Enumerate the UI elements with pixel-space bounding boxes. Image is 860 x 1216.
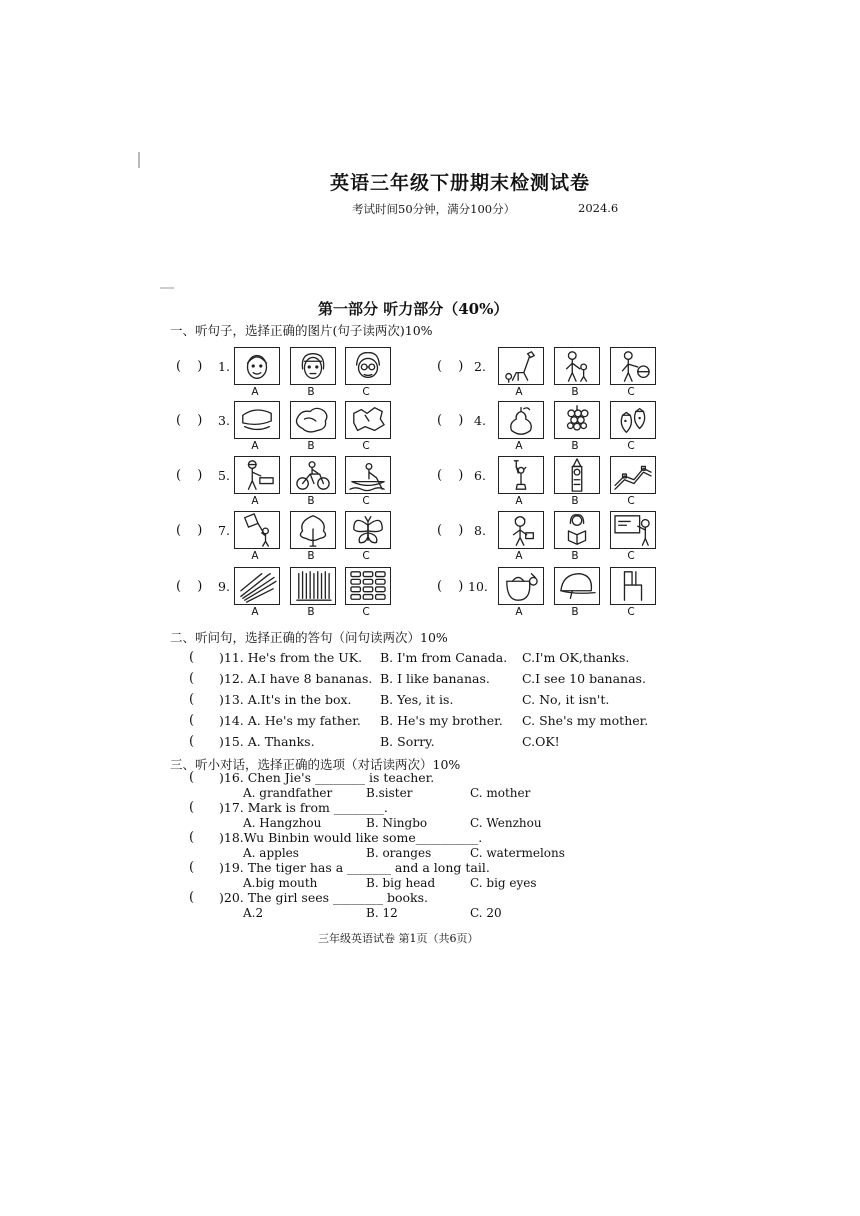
option-letter: C xyxy=(627,440,635,452)
boy-face-icon xyxy=(235,348,279,384)
scan-mark xyxy=(138,152,140,168)
question-number: 9. xyxy=(218,579,230,594)
chair-icon xyxy=(611,568,655,604)
option-c: C. 20 xyxy=(470,906,502,920)
option-letter: A xyxy=(251,550,259,562)
question-stem: )14. A. He's my father. xyxy=(219,713,361,728)
exam-date: 2024.6 xyxy=(578,201,619,215)
option-letter: C xyxy=(627,606,635,618)
big-ben-icon xyxy=(555,457,599,493)
picture-option xyxy=(554,567,600,605)
option-letter: A xyxy=(515,386,523,398)
answer-blank[interactable]: ( ) xyxy=(176,468,203,483)
option-letter: C xyxy=(362,440,370,452)
option-c: C. She's my mother. xyxy=(522,713,649,728)
picture-option xyxy=(345,347,391,385)
person-in-boat-icon xyxy=(346,457,390,493)
grapes-icon xyxy=(555,402,599,438)
option-letter: C xyxy=(362,606,370,618)
option-letter: B xyxy=(307,495,315,507)
map-china-icon xyxy=(291,402,335,438)
question-number: 6. xyxy=(474,468,486,483)
scan-mark xyxy=(160,287,174,289)
exam-info: 考试时间50分钟，满分100分） xyxy=(352,202,516,216)
picture-option xyxy=(498,456,544,494)
answer-blank[interactable]: ( xyxy=(189,830,195,845)
option-b: B. oranges xyxy=(366,846,432,860)
option-c: C.I'm OK,thanks. xyxy=(522,650,630,665)
option-letter: C xyxy=(627,386,635,398)
picture-option xyxy=(345,511,391,549)
picture-option xyxy=(498,511,544,549)
option-letter: C xyxy=(362,495,370,507)
page-footer: 三年级英语试卷 第1页（共6页） xyxy=(318,932,479,945)
answer-blank[interactable]: ( xyxy=(189,770,195,785)
option-b: B. He's my brother. xyxy=(380,713,503,728)
student-icon xyxy=(499,512,543,548)
map-uk-icon xyxy=(235,402,279,438)
question-number: 8. xyxy=(474,523,486,538)
statue-of-liberty-icon xyxy=(499,457,543,493)
section-heading: 二、听问句，选择正确的答句（问句读两次）10% xyxy=(170,630,448,645)
picture-option xyxy=(345,401,391,439)
cap-icon xyxy=(555,568,599,604)
crayons-icon xyxy=(235,568,279,604)
option-letter: A xyxy=(515,440,523,452)
option-letter: A xyxy=(515,550,523,562)
option-b: B. Sorry. xyxy=(380,734,435,749)
question-number: 7. xyxy=(218,523,230,538)
picture-option xyxy=(610,456,656,494)
picture-option xyxy=(290,511,336,549)
option-a: A. Hangzhou xyxy=(243,816,322,830)
option-letter: B xyxy=(571,386,579,398)
answer-blank[interactable]: ( xyxy=(189,734,195,749)
option-c: C.OK! xyxy=(522,734,560,749)
picture-option xyxy=(234,347,280,385)
pencils-icon xyxy=(291,568,335,604)
grandma-face-icon xyxy=(346,348,390,384)
giraffe-icon xyxy=(499,348,543,384)
option-letter: B xyxy=(571,606,579,618)
girl-face-icon xyxy=(291,348,335,384)
option-a: A. grandfather xyxy=(243,786,333,800)
option-b: B. Yes, it is. xyxy=(380,692,454,707)
question-stem: )13. A.It's in the box. xyxy=(219,692,352,707)
pear-icon xyxy=(499,402,543,438)
picture-option xyxy=(610,567,656,605)
option-c: C. watermelons xyxy=(470,846,565,860)
answer-blank[interactable]: ( xyxy=(189,713,195,728)
option-a: A.big mouth xyxy=(243,876,318,890)
father-child-icon xyxy=(555,348,599,384)
option-b: B. 12 xyxy=(366,906,398,920)
answer-blank[interactable]: ( ) xyxy=(437,579,464,594)
option-letter: B xyxy=(307,440,315,452)
person-on-bike-icon xyxy=(291,457,335,493)
page-title: 英语三年级下册期末检测试卷 xyxy=(330,172,591,194)
answer-blank[interactable]: ( xyxy=(189,860,195,875)
question-stem: )18.Wu Binbin would like some__________. xyxy=(219,830,483,845)
butterfly-icon xyxy=(346,512,390,548)
answer-blank[interactable]: ( ) xyxy=(437,413,464,428)
picture-option xyxy=(290,456,336,494)
question-stem: )17. Mark is from ________. xyxy=(219,800,388,815)
question-number: 1. xyxy=(218,359,230,374)
picture-option xyxy=(345,456,391,494)
bag-icon xyxy=(499,568,543,604)
option-letter: C xyxy=(627,495,635,507)
picture-option xyxy=(498,567,544,605)
picture-option xyxy=(234,567,280,605)
option-b: B.sister xyxy=(366,786,413,800)
question-number: 5. xyxy=(218,468,230,483)
section-heading: 三、听小对话，选择正确的选项（对话读两次）10% xyxy=(170,757,461,772)
option-b: B. big head xyxy=(366,876,436,890)
picture-option xyxy=(345,567,391,605)
option-letter: A xyxy=(251,386,259,398)
option-letter: C xyxy=(627,550,635,562)
picture-option xyxy=(498,401,544,439)
answer-blank[interactable]: ( ) xyxy=(437,468,464,483)
question-number: 4. xyxy=(474,413,486,428)
option-letter: A xyxy=(251,440,259,452)
answer-blank[interactable]: ( ) xyxy=(176,359,203,374)
picture-option xyxy=(610,401,656,439)
answer-blank[interactable]: ( xyxy=(189,800,195,815)
option-c: C. mother xyxy=(470,786,531,800)
picture-option xyxy=(610,347,656,385)
person-cooking-icon xyxy=(235,457,279,493)
question-number: 2. xyxy=(474,359,486,374)
option-a: A. apples xyxy=(243,846,299,860)
picture-option xyxy=(554,347,600,385)
option-letter: B xyxy=(307,386,315,398)
option-c: C. big eyes xyxy=(470,876,537,890)
answer-blank[interactable]: ( xyxy=(189,650,195,665)
answer-blank[interactable]: ( ) xyxy=(176,413,203,428)
option-letter: B xyxy=(307,550,315,562)
option-letter: B xyxy=(571,440,579,452)
question-stem: )15. A. Thanks. xyxy=(219,734,315,749)
option-c: C. No, it isn't. xyxy=(522,692,610,707)
picture-option xyxy=(290,401,336,439)
kite-person-icon xyxy=(235,512,279,548)
option-letter: B xyxy=(307,606,315,618)
option-letter: B xyxy=(571,550,579,562)
answer-blank[interactable]: ( xyxy=(189,692,195,707)
erasers-icon xyxy=(346,568,390,604)
man-with-ball-icon xyxy=(611,348,655,384)
option-b: B. Ningbo xyxy=(366,816,428,830)
question-stem: )20. The girl sees ________ books. xyxy=(219,890,429,905)
option-b: B. I'm from Canada. xyxy=(380,650,508,665)
girl-reading-icon xyxy=(555,512,599,548)
question-stem: )16. Chen Jie's ________ is teacher. xyxy=(219,770,435,785)
option-letter: C xyxy=(362,386,370,398)
part-heading: 第一部分 听力部分（40%） xyxy=(318,300,509,318)
option-c: C.I see 10 bananas. xyxy=(522,671,646,686)
option-letter: B xyxy=(571,495,579,507)
great-wall-icon xyxy=(611,457,655,493)
option-letter: A xyxy=(251,495,259,507)
answer-blank[interactable]: ( ) xyxy=(437,523,464,538)
option-b: B. I like bananas. xyxy=(380,671,490,686)
picture-option xyxy=(610,511,656,549)
picture-option xyxy=(554,401,600,439)
picture-option xyxy=(290,347,336,385)
picture-option xyxy=(234,511,280,549)
picture-option xyxy=(554,511,600,549)
option-letter: C xyxy=(362,550,370,562)
section-heading: 一、听句子，选择正确的图片(句子读两次)10% xyxy=(170,323,433,338)
option-letter: A xyxy=(515,495,523,507)
picture-option xyxy=(498,347,544,385)
teacher-icon xyxy=(611,512,655,548)
picture-option xyxy=(234,456,280,494)
option-c: C. Wenzhou xyxy=(470,816,542,830)
answer-blank[interactable]: ( ) xyxy=(437,359,464,374)
map-canada-icon xyxy=(346,402,390,438)
option-a: A.2 xyxy=(243,906,264,920)
tree-icon xyxy=(291,512,335,548)
picture-option xyxy=(554,456,600,494)
question-stem: )12. A.I have 8 bananas. xyxy=(219,671,373,686)
answer-blank[interactable]: ( ) xyxy=(176,579,203,594)
question-stem: )11. He's from the UK. xyxy=(219,650,363,665)
question-stem: )19. The tiger has a _______ and a long tail. xyxy=(219,860,490,875)
answer-blank[interactable]: ( ) xyxy=(176,523,203,538)
answer-blank[interactable]: ( xyxy=(189,890,195,905)
question-number: 3. xyxy=(218,413,230,428)
picture-option xyxy=(290,567,336,605)
picture-option xyxy=(234,401,280,439)
answer-blank[interactable]: ( xyxy=(189,671,195,686)
question-number: 10. xyxy=(468,579,488,594)
strawberries-icon xyxy=(611,402,655,438)
option-letter: A xyxy=(515,606,523,618)
option-letter: A xyxy=(251,606,259,618)
